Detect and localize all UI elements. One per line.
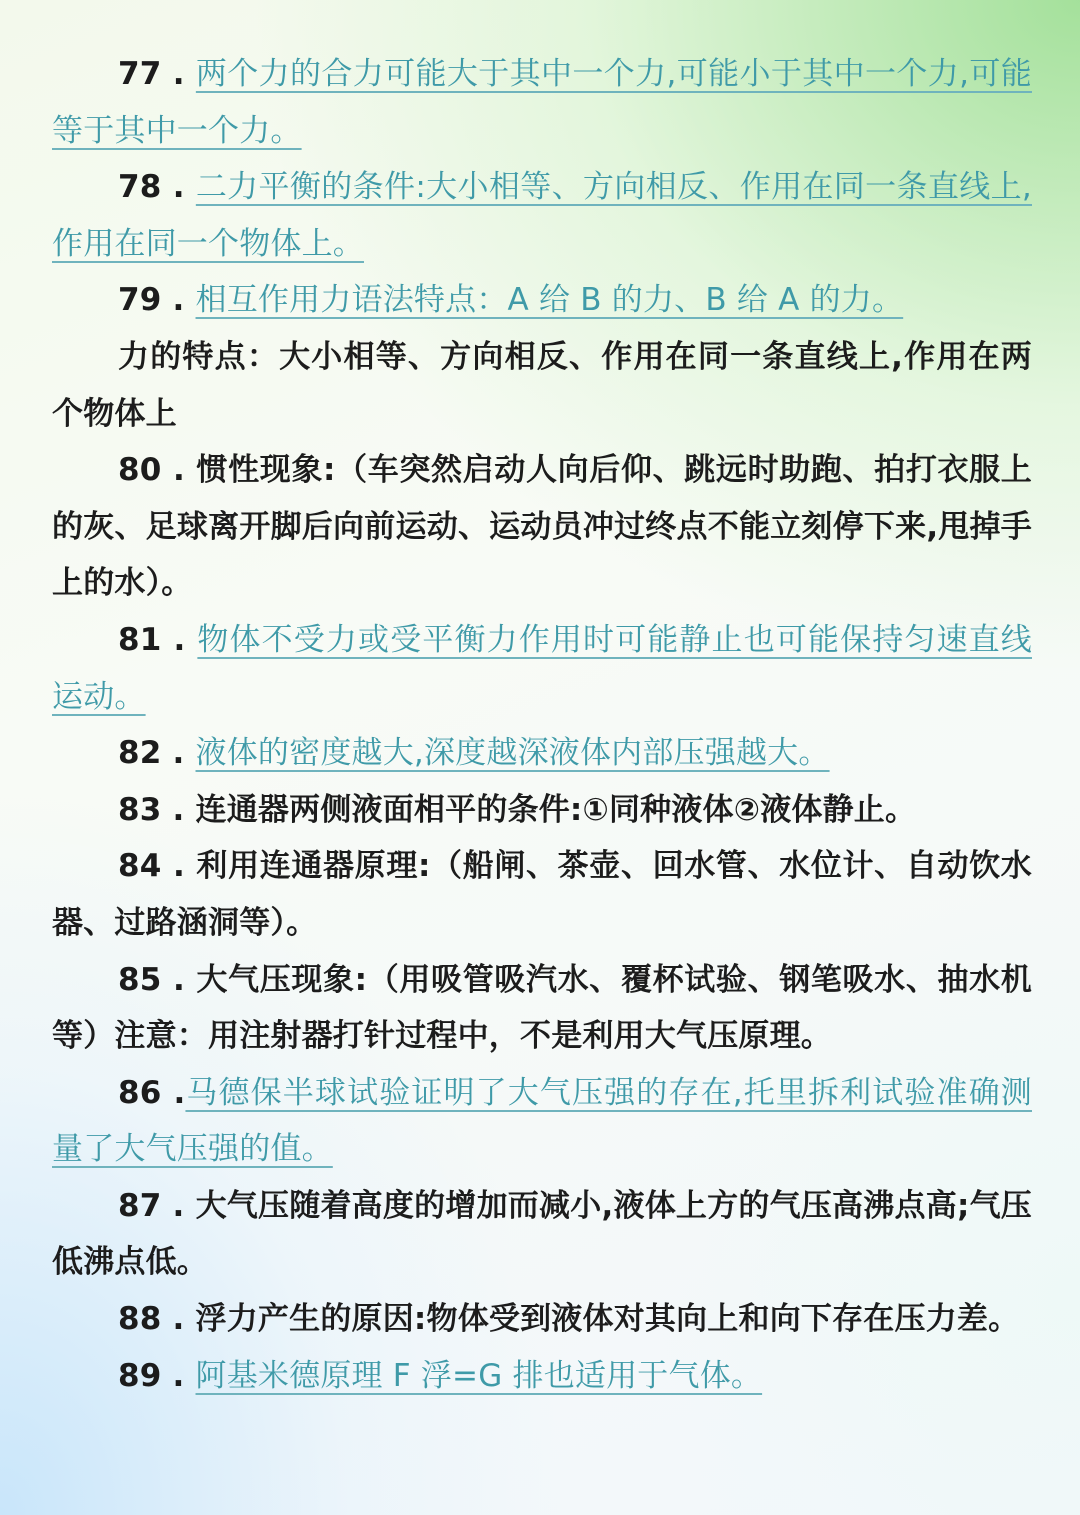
item-number: 85 . — [118, 961, 197, 998]
item-number: 77 . — [118, 56, 196, 92]
notes-page — [52, 46, 1032, 1404]
item-text-highlight: 马德保半球试验证明了大气压强的存在,托里拆利试验准确测量了大气压强的值。 — [52, 1074, 1032, 1168]
note-item-82 — [52, 725, 1032, 782]
item-text-highlight: 相互作用力语法特点：A 给 B 的力、B 给 A 的力。 — [195, 282, 904, 319]
item-number: 79 . — [118, 282, 196, 319]
item-text-highlight: 二力平衡的条件:大小相等、方向相反、作用在同一条直线上,作用在同一个物体上。 — [52, 169, 1032, 262]
item-number: 82 . — [118, 735, 196, 772]
item-number: 78 . — [118, 169, 196, 206]
item-text-highlight: 阿基米德原理 F 浮=G 排也适用于气体。 — [195, 1357, 763, 1394]
note-item-85 — [52, 952, 1032, 1065]
note-item-79-force-features — [52, 329, 1032, 442]
item-number: 83 . — [118, 791, 196, 828]
note-item-86 — [52, 1065, 1032, 1178]
note-item-87 — [52, 1178, 1032, 1291]
note-item-80 — [52, 442, 1032, 612]
item-text: 力的特点：大小相等、方向相反、作用在同一条直线上,作用在两个物体上 — [52, 338, 1032, 432]
item-number: 87 . — [118, 1187, 196, 1224]
note-item-77 — [52, 46, 1032, 159]
item-text-highlight: 两个力的合力可能大于其中一个力,可能小于其中一个力,可能等于其中一个力。 — [52, 56, 1032, 149]
note-item-89 — [52, 1348, 1032, 1405]
item-text: 连通器两侧液面相平的条件:①同种液体②液体静止。 — [195, 791, 917, 828]
note-item-84 — [52, 838, 1032, 951]
item-number: 84 . — [118, 848, 197, 885]
note-item-88 — [52, 1291, 1032, 1348]
note-item-78 — [52, 159, 1032, 272]
item-text: 大气压现象:（用吸管吸汽水、覆杯试验、钢笔吸水、抽水机等）注意：用注射器打针过程中，不是利用大气压原理。 — [52, 961, 1032, 1055]
item-text-highlight: 液体的密度越大,深度越深液体内部压强越大。 — [195, 735, 830, 772]
item-text-highlight: 物体不受力或受平衡力作用时可能静止也可能保持匀速直线运动。 — [52, 621, 1032, 715]
item-text: 利用连通器原理:（船闸、茶壶、回水管、水位计、自动饮水器、过路涵洞等）。 — [52, 848, 1032, 941]
item-number: 81 . — [118, 621, 198, 658]
item-number: 89 . — [118, 1357, 196, 1394]
item-text: 浮力产生的原因:物体受到液体对其向上和向下存在压力差。 — [195, 1301, 1020, 1338]
note-item-81 — [52, 612, 1032, 725]
item-number: 88 . — [118, 1301, 196, 1338]
item-number: 80 . — [118, 452, 197, 489]
note-item-83 — [52, 782, 1032, 839]
item-text: 惯性现象:（车突然启动人向后仰、跳远时助跑、拍打衣服上的灰、足球离开脚后向前运动、运动员冲过终点不能立刻停下来,甩掉手上的水）。 — [52, 452, 1032, 602]
item-number: 86 . — [118, 1074, 186, 1111]
item-text: 大气压随着高度的增加而减小,液体上方的气压高沸点高;气压低沸点低。 — [52, 1187, 1032, 1281]
note-item-79 — [52, 272, 1032, 329]
